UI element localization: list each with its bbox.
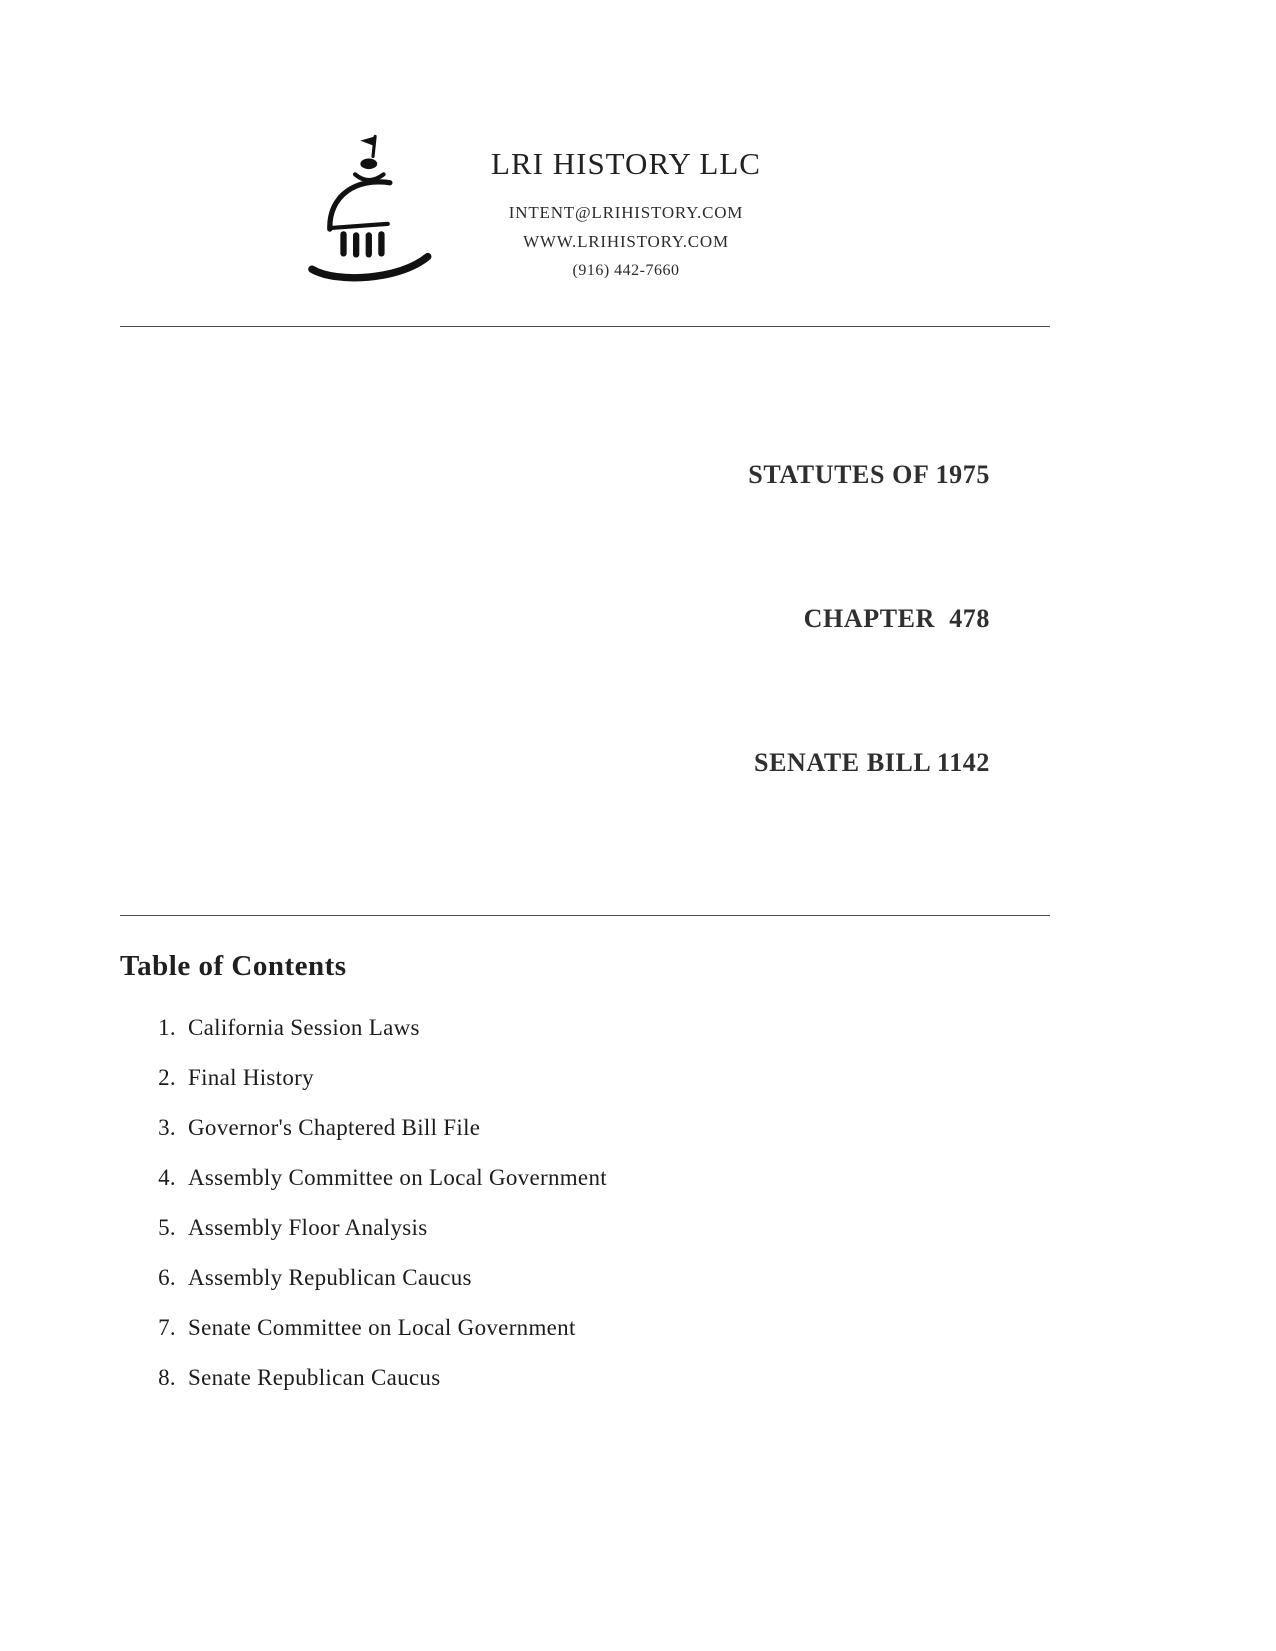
divider-bottom xyxy=(120,915,1050,916)
statutes-line: STATUTES OF 1975 xyxy=(748,460,990,489)
toc-item-label: California Session Laws xyxy=(188,1015,420,1040)
divider-top xyxy=(120,326,1050,327)
toc-item-7 xyxy=(182,1315,1050,1341)
email-address: INTENT@LRIHISTORY.COM xyxy=(508,203,744,222)
phone-number: (916) 442-7660 xyxy=(572,262,680,279)
toc-item-2 xyxy=(182,1065,1050,1091)
toc-title: Table of Contents xyxy=(120,950,347,982)
document-info xyxy=(120,355,990,883)
website-url: WWW.LRIHISTORY.COM xyxy=(523,232,729,251)
chapter-line: CHAPTER 478 xyxy=(803,604,990,633)
toc-item-5 xyxy=(182,1215,1050,1241)
company-name: LRI HISTORY LLC xyxy=(491,146,761,181)
letterhead-text xyxy=(466,146,786,285)
toc-list xyxy=(120,1015,1050,1391)
toc-item-label: Senate Committee on Local Government xyxy=(188,1315,576,1340)
letterhead xyxy=(298,0,1276,286)
toc-item-3 xyxy=(182,1115,1050,1141)
toc-item-label: Final History xyxy=(188,1065,314,1090)
toc-item-1 xyxy=(182,1015,1050,1041)
toc-item-6 xyxy=(182,1265,1050,1291)
toc-item-8 xyxy=(182,1365,1050,1391)
table-of-contents xyxy=(120,950,1050,1391)
toc-item-label: Assembly Committee on Local Government xyxy=(188,1165,607,1190)
toc-item-label: Governor's Chaptered Bill File xyxy=(188,1115,481,1140)
toc-item-label: Senate Republican Caucus xyxy=(188,1365,441,1390)
toc-item-label: Assembly Republican Caucus xyxy=(188,1265,472,1290)
capitol-dome-logo-icon xyxy=(298,128,448,286)
toc-item-4 xyxy=(182,1165,1050,1191)
toc-item-label: Assembly Floor Analysis xyxy=(188,1215,428,1240)
senate-bill-line: SENATE BILL 1142 xyxy=(754,748,990,777)
